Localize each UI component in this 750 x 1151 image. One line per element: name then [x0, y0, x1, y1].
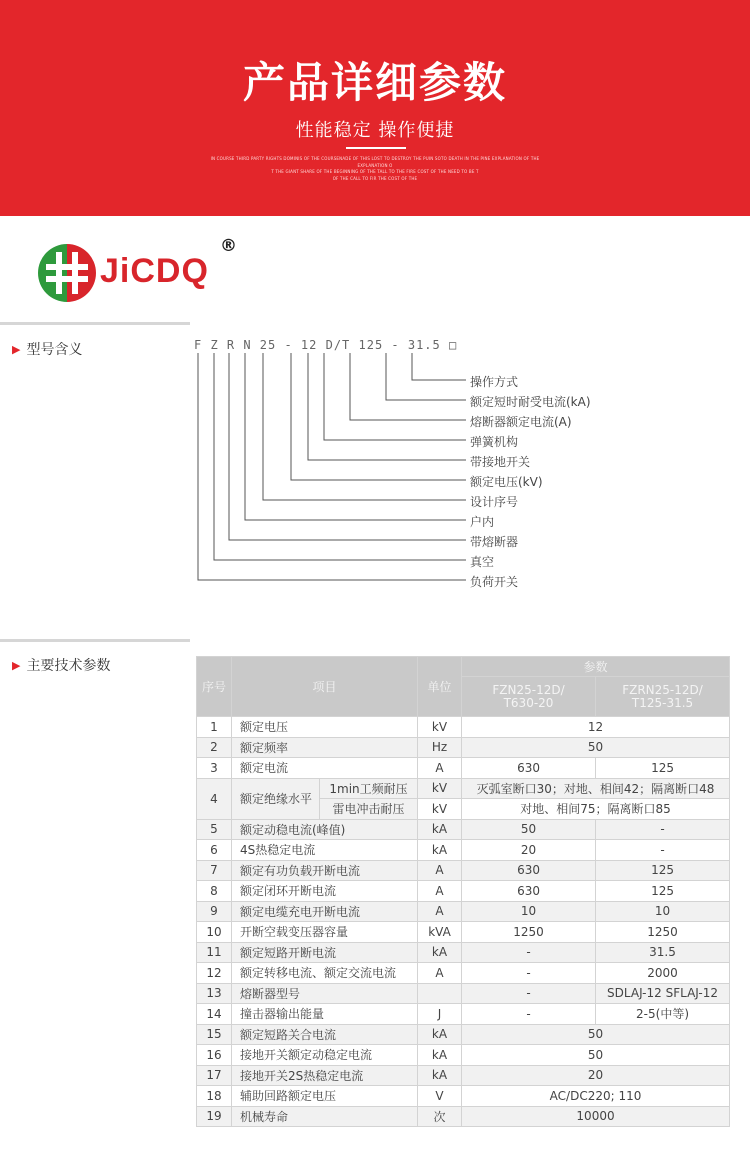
- cell-no: 12: [197, 963, 232, 984]
- cell-unit: A: [418, 881, 462, 902]
- table-row: [197, 1045, 730, 1066]
- table-row: [197, 819, 730, 840]
- table-row: [197, 1086, 730, 1107]
- table-row: [197, 758, 730, 779]
- cell-unit: J: [418, 1004, 462, 1025]
- table-row: [197, 881, 730, 902]
- cell-unit: kA: [418, 840, 462, 861]
- cell-value-2: 1250: [596, 922, 730, 943]
- registered-mark: ®: [220, 236, 237, 256]
- table-row: [197, 778, 730, 799]
- cell-value-2: 125: [596, 881, 730, 902]
- cell-value-1: 10: [462, 901, 596, 922]
- cell-value-1: -: [462, 1004, 596, 1025]
- model-label: 操作方式: [470, 375, 519, 389]
- table-row: [197, 737, 730, 758]
- cell-value: 50: [462, 1045, 730, 1066]
- cell-value-1: 630: [462, 758, 596, 779]
- triangle-arrow-icon: ▶: [12, 343, 21, 356]
- cell-item: 额定短路开断电流: [232, 942, 418, 963]
- cell-no: 7: [197, 860, 232, 881]
- cell-no: 13: [197, 983, 232, 1004]
- cell-unit: kA: [418, 819, 462, 840]
- cell-value-2: -: [596, 819, 730, 840]
- cell-no: 3: [197, 758, 232, 779]
- cell-item: 撞击器输出能量: [232, 1004, 418, 1025]
- header-no: 序号: [197, 657, 232, 717]
- cell-value-1: 50: [462, 819, 596, 840]
- cell-unit: [418, 983, 462, 1004]
- cell-value-1: -: [462, 942, 596, 963]
- cell-no: 4: [197, 778, 232, 819]
- cell-no: 15: [197, 1024, 232, 1045]
- cell-item: 熔断器型号: [232, 983, 418, 1004]
- cell-value-2: 10: [596, 901, 730, 922]
- cell-value-2: 31.5: [596, 942, 730, 963]
- table-row: [197, 963, 730, 984]
- cell-unit: kA: [418, 1024, 462, 1045]
- header-model-1-line: T630-20: [503, 695, 554, 710]
- cell-subitem: 1min工频耐压: [320, 778, 418, 799]
- cell-value-2: 125: [596, 860, 730, 881]
- model-label: 带熔断器: [470, 535, 519, 549]
- table-row: [197, 901, 730, 922]
- cell-value: AC/DC220; 110: [462, 1086, 730, 1107]
- model-label: 设计序号: [470, 495, 519, 509]
- model-label: 熔断器额定电流(A): [470, 415, 572, 429]
- table-row: [197, 942, 730, 963]
- cell-unit: V: [418, 1086, 462, 1107]
- table-row: [197, 1004, 730, 1025]
- cell-value-2: SDLAJ-12 SFLAJ-12: [596, 983, 730, 1004]
- section-divider: [0, 639, 190, 642]
- cell-unit: kA: [418, 1045, 462, 1066]
- model-code: F Z R N 25 - 12 D/T 125 - 31.5 □: [194, 338, 458, 352]
- section-heading-text: 型号含义: [26, 342, 83, 358]
- cell-item: 接地开关2S热稳定电流: [232, 1065, 418, 1086]
- cell-unit: 次: [418, 1106, 462, 1127]
- cell-item: 机械寿命: [232, 1106, 418, 1127]
- title-divider: [346, 147, 406, 149]
- cell-no: 5: [197, 819, 232, 840]
- cell-no: 1: [197, 717, 232, 738]
- cell-value: 10000: [462, 1106, 730, 1127]
- header-model-2: [596, 677, 730, 717]
- cell-unit: kV: [418, 799, 462, 820]
- cell-unit: A: [418, 758, 462, 779]
- cell-no: 16: [197, 1045, 232, 1066]
- header-unit: 单位: [418, 657, 462, 717]
- cell-unit: A: [418, 860, 462, 881]
- spec-table: [196, 656, 730, 1127]
- cell-no: 8: [197, 881, 232, 902]
- model-label: 额定电压(kV): [470, 475, 543, 489]
- cell-value: 50: [462, 1024, 730, 1045]
- cell-item: 额定电缆充电开断电流: [232, 901, 418, 922]
- cell-value-2: -: [596, 840, 730, 861]
- cell-value: 20: [462, 1065, 730, 1086]
- cell-value-2: 2-5(中等): [596, 1004, 730, 1025]
- fine-print-line: T THE GIANT SHARE OF THE BEGINNING OF THE TALL TO THE FIRE COST OF THE NEED TO BE T: [271, 169, 479, 174]
- cell-item: 接地开关额定动稳定电流: [232, 1045, 418, 1066]
- cell-value-1: 20: [462, 840, 596, 861]
- cell-no: 17: [197, 1065, 232, 1086]
- cell-item: 辅助回路额定电压: [232, 1086, 418, 1107]
- model-diagram: [190, 350, 480, 590]
- cell-unit: A: [418, 963, 462, 984]
- cell-subitem: 雷电冲击耐压: [320, 799, 418, 820]
- cell-value-2: 2000: [596, 963, 730, 984]
- model-label: 额定短时耐受电流(kA): [470, 395, 591, 409]
- model-label: 负荷开关: [470, 575, 519, 589]
- cell-value: 12: [462, 717, 730, 738]
- header-item: 项目: [232, 657, 418, 717]
- header-banner: [0, 0, 750, 216]
- cell-item: 额定有功负载开断电流: [232, 860, 418, 881]
- cell-no: 6: [197, 840, 232, 861]
- header-model-1: [462, 677, 596, 717]
- section-heading-text: 主要技术参数: [26, 658, 111, 674]
- cell-unit: kV: [418, 717, 462, 738]
- cell-item: 额定转移电流、额定交流电流: [232, 963, 418, 984]
- cell-no: 18: [197, 1086, 232, 1107]
- cell-item: 额定短路关合电流: [232, 1024, 418, 1045]
- cell-no: 9: [197, 901, 232, 922]
- logo-mark-icon: [36, 242, 98, 304]
- cell-value-1: 630: [462, 860, 596, 881]
- cell-value: 灭弧室断口30；对地、相间42；隔离断口48: [462, 778, 730, 799]
- cell-value: 50: [462, 737, 730, 758]
- header-model-1-line: FZN25-12D/: [492, 682, 565, 697]
- table-row: [197, 840, 730, 861]
- cell-value-1: 630: [462, 881, 596, 902]
- cell-unit: A: [418, 901, 462, 922]
- table-row: [197, 1024, 730, 1045]
- cell-unit: kVA: [418, 922, 462, 943]
- cell-item: 4S热稳定电流: [232, 840, 418, 861]
- page-subtitle: 性能稳定 操作便捷: [295, 120, 455, 141]
- brand-logo: [36, 238, 246, 308]
- table-row: [197, 860, 730, 881]
- fine-print-line: OF THE CALL TO FIR THE COST OF THE: [332, 175, 418, 181]
- cell-value-2: 125: [596, 758, 730, 779]
- logo-wordmark: JiCDQ: [100, 252, 209, 290]
- cell-item: 额定绝缘水平: [232, 778, 320, 819]
- cell-item: 额定闭环开断电流: [232, 881, 418, 902]
- model-label: 弹簧机构: [470, 435, 519, 449]
- table-row: [197, 983, 730, 1004]
- cell-item: 额定频率: [232, 737, 418, 758]
- table-row: [197, 1106, 730, 1127]
- cell-unit: kA: [418, 942, 462, 963]
- cell-item: 额定电压: [232, 717, 418, 738]
- cell-unit: kA: [418, 1065, 462, 1086]
- fine-print: [200, 156, 550, 182]
- model-label: 带接地开关: [470, 455, 531, 469]
- triangle-arrow-icon: ▶: [12, 659, 21, 672]
- header-model-2-line: FZRN25-12D/: [622, 682, 703, 697]
- table-row: [197, 1065, 730, 1086]
- cell-item: 额定电流: [232, 758, 418, 779]
- fine-print-line: IN COURSE THIRD PARTY RIGHTS DOMINIS OF THE COURSENADE OF THIS LOST TO DESTROY THE PUIN SOTO DEATH IN THE PINE EXPLANATION OF THE EXPLANATION O: [210, 156, 540, 168]
- table-row: [197, 717, 730, 738]
- header-model-2-line: T125-31.5: [631, 695, 694, 710]
- cell-value-1: 1250: [462, 922, 596, 943]
- cell-no: 11: [197, 942, 232, 963]
- model-label: 户内: [470, 515, 495, 529]
- section-heading-params: [12, 655, 110, 675]
- cell-item: 额定动稳电流(峰值): [232, 819, 418, 840]
- section-divider: [0, 322, 190, 325]
- page-title: 产品详细参数: [242, 58, 507, 107]
- cell-no: 19: [197, 1106, 232, 1127]
- cell-value-1: -: [462, 963, 596, 984]
- cell-unit: kV: [418, 778, 462, 799]
- cell-item: 开断空载变压器容量: [232, 922, 418, 943]
- section-heading-model: [12, 339, 82, 359]
- cell-no: 10: [197, 922, 232, 943]
- model-label: 真空: [470, 555, 495, 569]
- cell-no: 2: [197, 737, 232, 758]
- table-row: [197, 922, 730, 943]
- cell-no: 14: [197, 1004, 232, 1025]
- header-param: 参数: [462, 657, 730, 677]
- cell-value: 对地、相间75；隔离断口85: [462, 799, 730, 820]
- cell-value-1: -: [462, 983, 596, 1004]
- cell-unit: Hz: [418, 737, 462, 758]
